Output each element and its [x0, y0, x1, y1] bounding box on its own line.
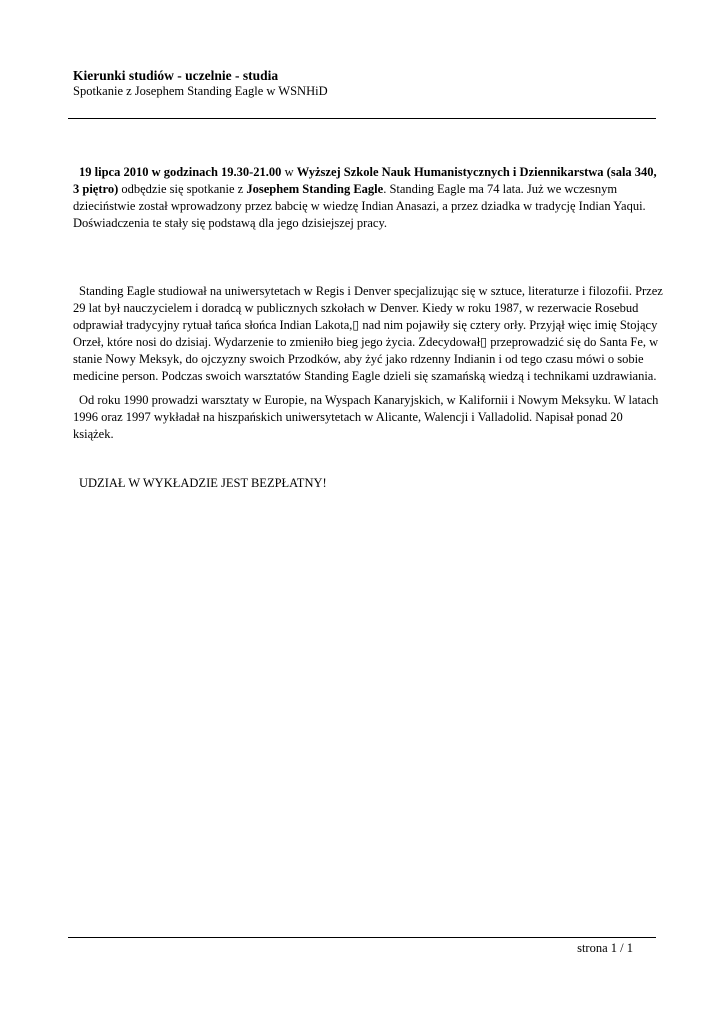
text-segment: w: [281, 165, 297, 179]
document-header: [73, 68, 663, 99]
page-number: strona 1 / 1: [577, 941, 633, 955]
article-body: [73, 164, 663, 492]
header-divider: [68, 118, 656, 119]
site-title: Kierunki studiów - uczelnie - studia: [73, 68, 279, 83]
event-venue: Wyższej Szkole Nauk Humanistycznych i Dziennikarstwa (sala 340, 3 piętro): [73, 165, 657, 196]
text-segment: . Standing Eagle ma 74 lata. Już we wczesnym dzieciństwie został wprowadzony przez babcię w wiedzę Indian Anasazi, a przez dziadka w tradycję Indian Yaqui. Doświadczenia te stały się podstawą dla jego dzisiejszej pracy.: [73, 182, 646, 230]
paragraph-workshops: Od roku 1990 prowadzi warsztaty w Europie, na Wyspach Kanaryjskich, w Kalifornii i Nowym Meksyku. W latach 1996 oraz 1997 wykładał na hiszpańskich uniwersytetach w Alicante, Walencji i Valladolid. Napisał ponad 20 książek.: [73, 393, 659, 441]
paragraph-biography: Standing Eagle studiował na uniwersytetach w Regis i Denver specjalizując się w sztuce, literaturze i filozofii. Przez 29 lat był nauczycielem i doradcą w publicznych szkołach w Denver. Kiedy w roku 1987, w rezerwacie Rosebud odprawiał tradycyjny rytuał tańca słońca Indian Lakota,▯ nad nim pojawiły się cztery orły. Przyjął więc imię Stojący Orzeł, które nosi do dzisiaj. Wydarzenie to zmieniło bieg jego życia. Zdecydował▯ przeprowadzić się do Santa Fe, w stanie Nowy Meksyk, do ojczyzny swoich Przodków, aby żyć jako rdzenny Indianin i od tego czasu mówi o sobie medicine person. Podczas swoich warsztatów Standing Eagle dzieli się szamańską wiedzą i technikami uzdrawiania.: [73, 284, 663, 383]
footer-divider: [68, 937, 656, 938]
guest-name: Josephem Standing Eagle: [246, 182, 384, 196]
article-title: Spotkanie z Josephem Standing Eagle w WSNHiD: [73, 84, 328, 98]
paragraph-intro: [73, 164, 663, 232]
event-date: 19 lipca 2010 w godzinach 19.30-21.00: [79, 165, 282, 179]
paragraph-free-admission: UDZIAŁ W WYKŁADZIE JEST BEZPŁATNY!: [79, 476, 327, 490]
text-segment: odbędzie się spotkanie z: [118, 182, 247, 196]
